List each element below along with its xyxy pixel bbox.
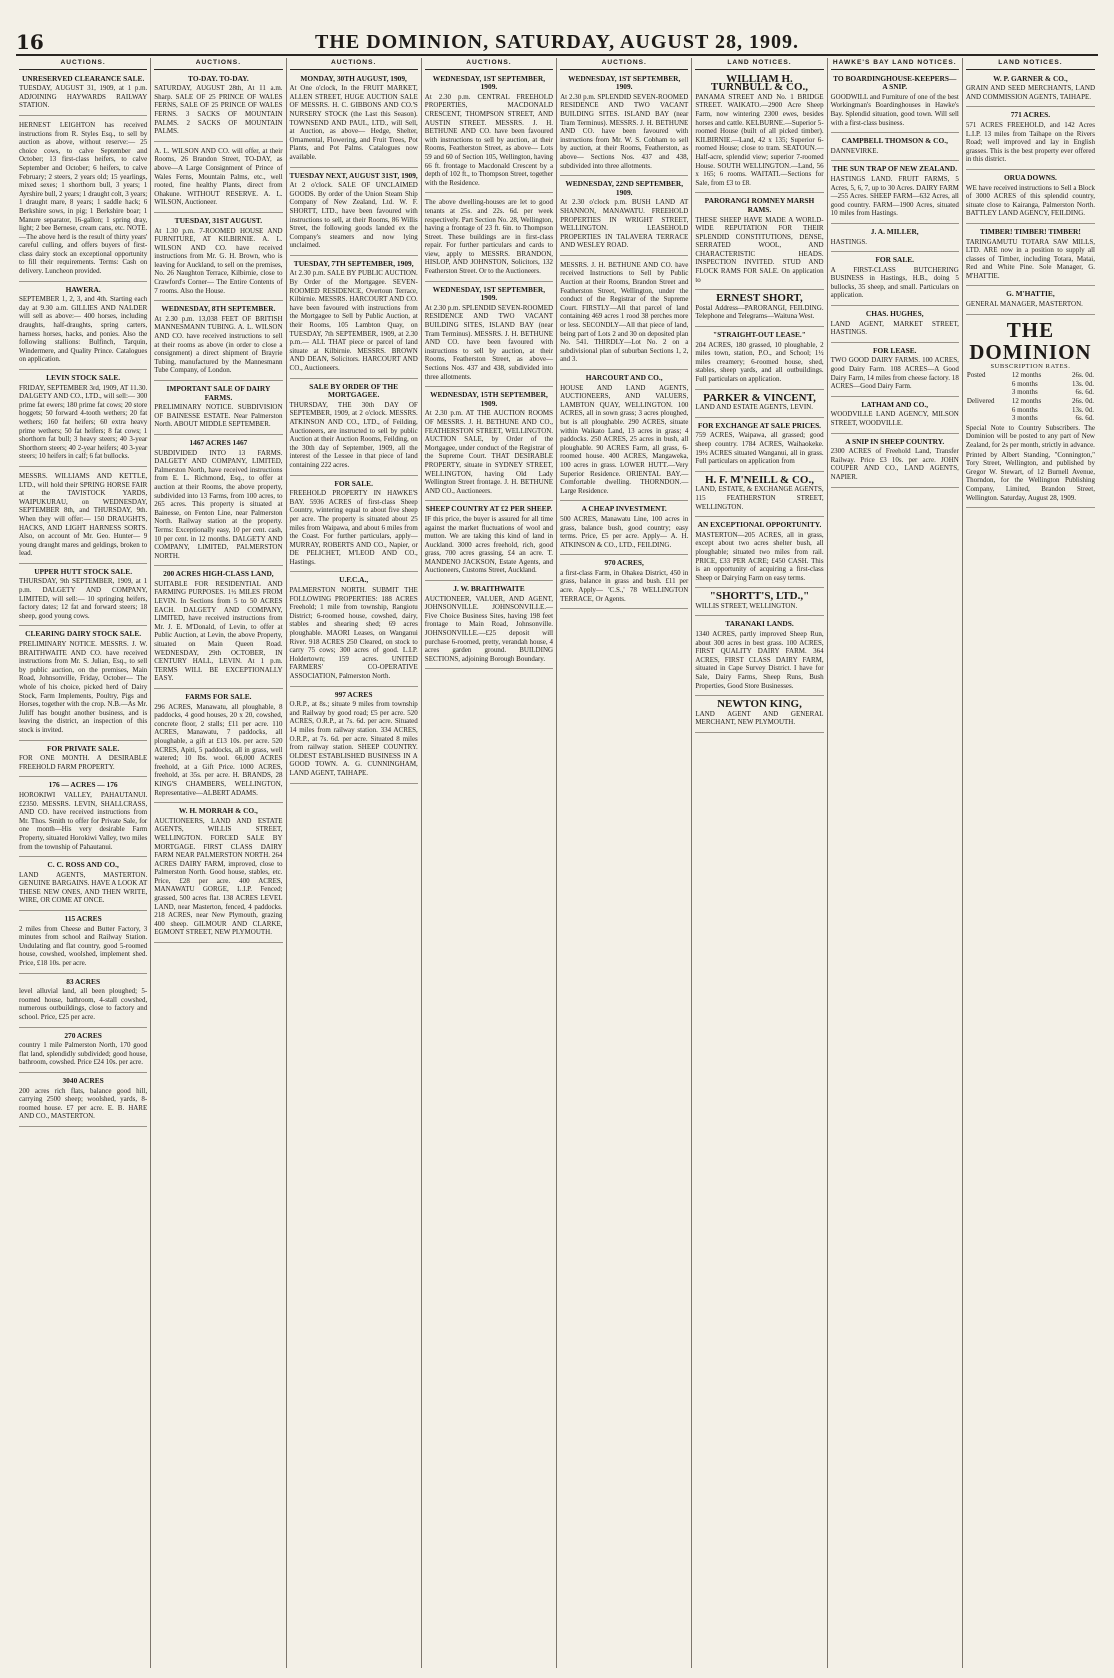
column-heading: LAND NOTICES. xyxy=(966,58,1095,70)
ad-heading: 970 ACRES, xyxy=(604,558,644,568)
ad-heading: TUESDAY, 7TH SEPTEMBER, 1909, xyxy=(293,258,414,268)
ad-body: HASTINGS LAND. FRUIT FARMS, 5 Acres, 5, 6, 7, up to 30 Acres. DAIRY FARM—255 Acres. SHEEP FARM—632 Acres, all good country. FARM—1900 Acres, situated 10 miles from Hastings. xyxy=(830,174,959,218)
ad-body: 571 ACRES FREEHOLD, and 142 Acres L.I.P. 13 miles from Taihape on the Rivers Road; well improved and lay in English grasses. This is the best property ever offered in this district. xyxy=(965,120,1095,164)
advertisement xyxy=(290,170,418,256)
ad-body: At 2.30 p.m. CENTRAL FREEHOLD PROPERTIES, MACDONALD CRESCENT, THOMPSON STREET, AND AUSTIN STREET. MESSRS. J. H. BETHUNE AND CO. have been favoured with instructions to sell by auction, at their Rooms, Featherston Street, as above— Lots 59 and 60 of Section 105, Wellington, having 66 ft. frontage to Macdonald Crescent by a depth of 102 ft., to Thompson Street, together with the Residence. xyxy=(424,92,554,187)
ad-heading: 997 ACRES xyxy=(334,689,373,699)
dominion-title: THE DOMINION xyxy=(969,317,1092,364)
advertisement xyxy=(560,73,688,177)
ad-heading: ORUA DOWNS. xyxy=(1003,172,1057,182)
ad-body: 2 miles from Cheese and Butter Factory, 3 minutes from school and Railway Station. Undulating and flat country, good 5-roomed house, cowshed, woolshed, implement shed. Price, £18 10s. per acre. xyxy=(19,924,148,968)
ad-body: IF this price, the buyer is assured for all time against the market fluctuations of wool and mutton. We are taking this kind of land in Auckland. 3000 acres freehold, rich, good grass, 700 acres grassing, £4 an acre. T. MANDENO JACKSON, Estate Agents, and Auctioneers, Customs Street, Auckland. xyxy=(424,514,554,575)
advertisement xyxy=(154,215,282,301)
ad-body: DANNEVIRKE. xyxy=(830,146,879,155)
ad-body: At 2.30 p.m. 13,038 FEET OF BRITISH MANNESMANN TUBING. A. L. WILSON AND CO. have received instructions to sell at their rooms as above (in order to close a consignment) a direct shipment of Brayrie Tubing, manufactured by the Mannesmann Tube Company, of London. xyxy=(154,314,283,375)
advertisement xyxy=(831,135,959,161)
ad-body: WE have received instructions to Sell a Block of 3000 ACRES of this splendid country, situate close to Kairanga, Palmerston North. BATTLEY LAND AGENCY, FEILDING. xyxy=(965,183,1095,218)
advertisement xyxy=(831,226,959,252)
ad-body: LAND AGENTS, MASTERTON. GENUINE BARGAINS. HAVE A LOOK AT THESE NEW ONES, AND THEN WRITE, WIRE, OR COME AT ONCE. xyxy=(19,870,148,905)
advertisement xyxy=(425,284,553,388)
rate-row xyxy=(966,406,1095,415)
ad-heading: AN EXCEPTIONAL OPPORTUNITY. xyxy=(697,520,822,530)
ad-heading: HAWERA. xyxy=(65,284,101,294)
column-1 xyxy=(16,58,151,1668)
ad-heading: FOR PRIVATE SALE. xyxy=(47,743,120,753)
advertisement xyxy=(695,618,823,696)
ad-heading: FOR SALE. xyxy=(875,255,915,265)
ad-heading: H. F. M'NEILL & CO., xyxy=(704,473,814,486)
ad-heading: FOR EXCHANGE AT SALE PRICES. xyxy=(697,420,822,430)
advertisement xyxy=(290,258,418,379)
ad-heading: PARKER & VINCENT, xyxy=(703,391,816,404)
advertisement xyxy=(695,329,823,390)
column-heading: AUCTIONS. xyxy=(290,58,418,70)
ad-body: 500 ACRES, Manawatu Line, 100 acres in grass, balance bush, good country; easy terms. Price, £5 per acre. Apply— A. H. ATKINSON & CO., LTD., FEILDING. xyxy=(560,514,689,549)
ad-heading: WEDNESDAY, 1ST SEPTEMBER, 1909. xyxy=(432,73,546,92)
ad-heading: FOR SALE. xyxy=(334,478,373,488)
ad-body: HASTINGS. xyxy=(830,237,867,246)
columns xyxy=(16,58,1098,1668)
ad-heading: FARMS FOR SALE. xyxy=(185,692,252,701)
dominion-notice: Special Note to Country Subscribers. The Dominion will be posted to any part of New Zealand, for 2s per month, strictly in advance. xyxy=(965,423,1095,449)
ad-heading: HARCOURT AND CO., xyxy=(585,373,663,382)
advertisement xyxy=(19,976,147,1028)
advertisement xyxy=(695,292,823,327)
ad-heading: WEDNESDAY, 1ST SEPTEMBER, 1909. xyxy=(568,73,681,92)
masthead xyxy=(16,28,1098,56)
ad-body: 204 ACRES, 180 grassed, 10 ploughable, 2 miles town, station, P.O., and School; 1½ miles creamery; 6-roomed house, shed, stables, sheep yards, and all outbuildings. Full particulars on application. xyxy=(695,340,824,383)
ad-heading: WEDNESDAY, 1ST SEPTEMBER, 1909. xyxy=(432,284,546,303)
ad-heading: UPPER HUTT STOCK SALE. xyxy=(34,566,133,576)
rate-label: Delivered xyxy=(966,397,995,406)
rate-price: 13s. 0d. xyxy=(1072,379,1094,388)
rates-table xyxy=(966,371,1095,423)
advertisement xyxy=(154,303,282,381)
ad-heading: MONDAY, 30TH AUGUST, 1909, xyxy=(300,73,407,83)
ad-heading: TUESDAY, 31ST AUGUST. xyxy=(174,215,263,225)
ad-body: A. L. WILSON AND CO. will offer, at their Rooms, 26 Brandon Street, TO-DAY, as above—A Large Consignment of Prince of Wales Ferns, Mountain Palms, etc., well rooted, fine healthy Plants, direct from Ohakune. WITHOUT RESERVE. A. L. WILSON, Auctioneer. xyxy=(154,146,283,207)
ad-heading: U.F.C.A., xyxy=(339,575,369,585)
ad-heading: WILLIAM H. TURNBULL & CO., xyxy=(710,72,809,94)
advertisement xyxy=(695,73,823,194)
ad-body: 200 acres rich flats, balance good hill, carrying 2500 sheep; woolshed, yards, 8-roomed house. £7 per acre. E. B. HARE AND CO., MASTERTON. xyxy=(19,1086,148,1121)
advertisement xyxy=(560,503,688,555)
ad-body: AUCTIONEER, VALUER, AND AGENT, JOHNSONVILLE. JOHNSONVILLE.—Five Choice Business Sites, having 198 feet frontage to Main Road, Johnsonville. JOHNSONVILLE.—£25 deposit will purchase 6-roomed, pretty, verandah house, 4 acres garden ground. BUILDING SECTIONS, adjoining Borough Boundary. xyxy=(424,594,554,663)
ad-body: PALMERSTON NORTH. SUBMIT THE FOLLOWING PROPERTIES: 188 ACRES Freehold; 1 mile from township, Rangiotu District; 6-roomed house, cowshed, dairy, stables and shearing shed; 69 acres ploughable. MAORI Leases, on Wanganui River. 918 ACRES 250 Cleared, on stock to carry 75 cows; 300 acres of good. L.I.P. Holdertown; 159 acres. UNITED FARMERS' CO-OPERATIVE ASSOCIATION, Palmerston North. xyxy=(289,586,418,680)
rate-price: 26s. 0d. xyxy=(1072,371,1094,380)
ad-heading: 270 ACRES xyxy=(64,1030,102,1040)
ad-heading: SALE BY ORDER OF THE MORTGAGEE. xyxy=(309,381,399,400)
advertisement xyxy=(831,163,959,224)
advertisement xyxy=(966,73,1095,108)
advertisement xyxy=(695,195,823,290)
ad-body: HERNEST LEIGHTON has received instructions from R. Styles Esq., to sell by auction as above, without reserve:— 25 choice cows, to calve September and October; 13 first-class heifers, to calve September and October; 6 heifers, to calve February; 2 steers, 2 years old; 15 yearlings, mixed sexes; 1 shorthorn bull, 3 years; 1 Ayrshire bull, 2 years; 1 draught colt, 3 years; 1 draught mare, 8 years; 1 saddle hack; 6 Berkshire sows, in pig; 1 Berkshire boar; 1 Manure separator, 16-gallon; 1 spring dray, light; 2 bee Bernese, cream cans, etc. NOTE.—The above herd is the result of thirty years' careful culling, and offers buyers of first-class dairy stock an exceptional opportunity to fill their requirements. Terms: Cash on delivery. Luncheon provided. xyxy=(19,120,148,276)
rate-price: 26s. 0d. xyxy=(1072,397,1094,406)
advertisement xyxy=(695,519,823,588)
advertisement xyxy=(290,73,418,168)
advertisement xyxy=(19,372,147,467)
advertisement xyxy=(831,436,959,488)
advertisement xyxy=(831,345,959,397)
ad-heading: WEDNESDAY, 15TH SEPTEMBER, 1909. xyxy=(430,390,548,408)
ad-body: FREEHOLD PROPERTY IN HAWKE'S BAY. 5936 ACRES of first-class Sheep Country, wintering equal to about five sheep per acre. The property is situated about 25 miles from Waipawa, and about 6 miles from the Coast. For further particulars, apply— MURRAY, ROBERTS AND CO., Napier, or DE PELICHET, M'LEOD AND CO., Hastings. xyxy=(289,489,418,566)
advertisement xyxy=(695,392,823,418)
advertisement xyxy=(290,574,418,686)
ad-heading: UNRESERVED CLEARANCE SALE. xyxy=(21,73,145,83)
ad-body: THURSDAY, THE 30th DAY OF SEPTEMBER, 1909, at 2 o'clock. MESSRS. ATKINSON AND CO., LTD., of Feilding, Auctioneers, are instructed to sell by public Auction at their Auction Rooms, Feilding, on the 30th day of September, 1909, all the interest of the Lessee in that piece of land containing 222 acres. xyxy=(289,400,418,469)
ad-body: MASTERTON—205 ACRES, all in grass, except about two acres shelter bush, all ploughable; situated two miles from rail. PRICE, £33 PER ACRE; £450 CASH. This is an opportunity of acquiring a first-class Sheep or Dairying Farm on easy terms. xyxy=(695,530,824,582)
rate-period: 3 months xyxy=(1011,414,1038,423)
ad-body: LAND, ESTATE, & EXCHANGE AGENTS, 115 FEATHERSTON STREET, WELLINGTON. xyxy=(695,485,824,511)
ad-body: At One o'clock, In the FRUIT MARKET, ALLEN STREET, HUGE AUCTION SALE OF MESSRS. H. C. GIBBONS AND CO.'S NURSERY STOCK (the Last this Season). TOWNSEND AND PAUL, LTD., will Sell, at Auction, as above— Hedge, Shelter, Ornamental, Flowering, and Fruit Trees, Pot Plants, and Pot Palms. Catalogues now available. xyxy=(289,84,418,161)
column-8 xyxy=(963,58,1098,1668)
ad-body: TWO GOOD DAIRY FARMS. 100 ACRES, good Dairy Farm. 108 ACRES—A Good Dairy Farm, 14 miles from cheese factory. 18 ACRES—Good Dairy Farm. xyxy=(830,356,959,391)
advertisement xyxy=(19,566,147,627)
ad-body: HOROKIWI VALLEY, PAHAUTANUI. £2350. MESSRS. LEVIN, SHALLCRASS, AND CO. have received instructions from Mr. Thos. Smith to offer for Private Sale, for one month—His very desirable Farm Property, situated Horokiwi Valley, two miles from the township of Pahautanui. xyxy=(19,790,148,851)
advertisement xyxy=(290,381,418,476)
ad-body: A FIRST-CLASS BUTCHERING BUSINESS in Hastings, H.B., doing 5 bullocks, 35 sheep, and small. Particulars on application. xyxy=(830,265,959,300)
ad-heading: CAMPBELL THOMSON & CO., xyxy=(841,136,948,146)
ad-heading: C. C. ROSS AND CO., xyxy=(47,860,119,870)
ad-body: GRAIN AND SEED MERCHANTS, LAND AND COMMISSION AGENTS, TAIHAPE. xyxy=(965,84,1095,101)
ad-body: FRIDAY, SEPTEMBER 3rd, 1909, AT 11.30. DALGETY AND CO., LTD., will sell:— 300 prime fat ewers; 180 prime fat cows; 20 store hoggets; 50 forward 4-tooth wethers; 20 fat wethers; 160 fat heifers; 60 extra heavy prime wethers; 50 fat heifers; 8 fat cows; 1 shorthorn fat bull; 3 heavy steers; 40 3-year Shorthorn steers; 40 2-year heifers; 40 3-year steers; 10 heifers in calf; 6 fat bullocks. xyxy=(19,383,148,461)
rate-period: 3 months xyxy=(1011,388,1038,397)
ad-heading: TIMBER! TIMBER! TIMBER! xyxy=(980,226,1081,236)
ad-body: THURSDAY, 9th SEPTEMBER, 1909, at 1 p.m. DALGETY AND COMPANY, LIMITED, will sell:— 10 springing heifers, factory dates; 12 fat and forward steers; 18 sheep, good young cows. xyxy=(19,577,148,620)
ad-body: HOUSE AND LAND AGENTS, AUCTIONEERS, AND VALUERS, LAMBTON QUAY, WELLINGTON. 100 ACRES, all in sown grass; 3 acres ploughed, but is all ploughable. 290 ACRES, situate within Waikato Land, 13 acres in grass; 4 paddocks. 250 ACRES, 25 acres in bush, all ploughable. 90 ACRES Farm, all grass, 6-roomed house. 400 ACRES, Mangaweka, 100 acres in grass. LOWER HUTT.—Very Superior Residence. ORIENTAL BAY.—Comfortable dwelling. THORNDON.—Large Residence. xyxy=(560,383,689,495)
ad-body: LAND AGENT, MARKET STREET, HASTINGS. xyxy=(830,319,959,337)
ad-heading: TO-DAY. TO-DAY. xyxy=(188,73,249,83)
subscription-subtitle: SUBSCRIPTION RATES. xyxy=(990,362,1071,370)
column-heading: AUCTIONS. xyxy=(425,58,553,70)
advertisement xyxy=(19,859,147,911)
rate-period: 12 months xyxy=(1011,397,1042,406)
ad-body: country 1 mile Palmerston North, 170 good flat land, splendidly subdivided; good house, bathroom, cowshed. Price £24 10s. per acre. xyxy=(19,1041,148,1067)
ad-heading: 3040 ACRES xyxy=(62,1075,104,1085)
advertisement xyxy=(966,172,1095,224)
ad-body: SUBDIVIDED INTO 13 FARMS. DALGETY AND COMPANY, LIMITED, Palmerston North, have received instructions from E. L. Richmond, Esq., to offer at auction at their Rooms, the above property, subdivided into 13 Farms, from 100 acres, to 265 acres. This property is situated at Bainesse, on Fenton Line, near Palmerston North. Railway station at the property. Terms: Exceptionally easy, 10 per cent. cash, 10 per cent. in 12 months. DALGETY AND COMPANY, LIMITED, PALMERSTON NORTH. xyxy=(154,448,283,560)
advertisement xyxy=(154,805,282,943)
rate-row xyxy=(966,414,1095,423)
ad-heading: PARORANGI ROMNEY MARSH RAMS. xyxy=(704,196,815,214)
advertisement xyxy=(154,383,282,435)
ad-body: WILLIS STREET, WELLINGTON. xyxy=(695,601,798,610)
column-heading: AUCTIONS. xyxy=(19,58,147,70)
advertisement xyxy=(560,178,688,256)
ad-body: AUCTIONEERS, LAND AND ESTATE AGENTS, WILLIS STREET, WELLINGTON. FORCED SALE BY MORTGAGE. FIRST CLASS DAIRY FARM NEAR PALMERSTON NORTH. 264 ACRES DAIRY FARM, improved, close to Palmerston North. Good house, stables, etc. Price, £28 per acre. 400 ACRES, MANAWATU GORGE, L.I.P. Fenced; grassed, 500 acres flat. 138 ACRES LEVEL LAND, near Masterton, fenced, 4 paddocks. 218 ACRES, near New Plymouth, grazing 400 sheep. GILMOUR AND CLARKE, EGMONT STREET, NEW PLYMOUTH. xyxy=(154,816,283,937)
ad-heading: WEDNESDAY, 8TH SEPTEMBER. xyxy=(161,304,276,314)
rate-label xyxy=(966,388,1011,397)
ad-heading: SHEEP COUNTRY AT £2 PER SHEEP. xyxy=(425,504,553,514)
ad-heading: 771 ACRES. xyxy=(1010,110,1051,120)
ad-heading: TARANAKI LANDS. xyxy=(725,619,794,629)
ad-body: PRELIMINARY NOTICE. MESSRS. J. W. BRAITHWAITE AND CO. have received instructions from Mr. S. Julian, Esq., to sell by public auction, on the premises, Main Road, Johnsonville, Friday, October— The whole of his choice, picked herd of Dairy Stock, Farm Implements, Poultry, Pigs and Horses, together with the crop. N.B.—As Mr. Juliff has bought another business, and is leaving the district, an inspection of this stock is invited. xyxy=(19,640,148,734)
ad-body: a first-class Farm, in Ohakea District, 450 in grass, balance in grass and bush. £11 per acre. Apply— 'C.S.,' 78 WELLINGTON TERRACE, Or Agents. xyxy=(560,568,689,603)
ad-heading: THE SUN TRAP OF NEW ZEALAND. xyxy=(832,164,958,174)
dominion-subscription-box xyxy=(966,317,1095,509)
ad-body: MESSRS. WILLIAMS AND KETTLE, LTD., will hold their SPRING HORSE FAIR at the TAVISTOCK YARDS, WAIPUKURAU, on WEDNESDAY, SEPTEMBER 8th, and THURSDAY, 9th. When they will offer:— 150 DRAUGHTS, HACKS, AND LIGHT HARNESS SORTS. Also, on account of Mr. Geo. Hunter— 9 young draught mares and geldings, broken to lead. xyxy=(19,471,148,558)
ad-heading: "SHORTT'S, LTD.," xyxy=(709,590,810,603)
rate-label xyxy=(966,414,1011,423)
ad-heading: TUESDAY NEXT, AUGUST 31ST, 1909, xyxy=(289,170,418,180)
ad-heading: CLEARING DAIRY STOCK SALE. xyxy=(25,629,142,639)
ad-body: The above dwelling-houses are let to good tenants at 25s. and 22s. 6d. per week respectively. Part Section No. 28, Wellington, having a frontage of 23 ft. 6in. to Thompson Street. These buildings are in first-class repair. For further particulars and cards to view, apply to MESSRS. BRANDON, HISLOP, AND JOHNSTON, Solicitors, 132 Featherston Street. Or to the Auctioneers. xyxy=(424,198,554,276)
column-heading: AUCTIONS. xyxy=(560,58,688,70)
ad-body: 296 ACRES, Manawatu, all ploughable, 8 paddocks, 4 good houses, 20 x 20, cowshed, concrete floor, 2 stalls; £11 per acre. 110 ACRES, Manawatu, 7 paddocks, all ploughable, a gift at £13 10s. per acre. 520 ACRES, Apiti, 5 paddocks, all in grass, well watered; 10 lbs. wool. 66,000 ACRES freehold, at a Gift Price. 1000 ACRES, freehold, at 35s. per acre. H. BRANDS, 28 KING'S CHAMBERS, WELLINGTON, Representative—ALBERT ADAMS. xyxy=(154,702,283,797)
ad-heading: 1467 ACRES 1467 xyxy=(189,437,248,447)
ad-heading: IMPORTANT SALE OF DAIRY FARMS. xyxy=(166,384,271,402)
ad-heading: 83 ACRES xyxy=(66,976,101,986)
advertisement xyxy=(425,503,553,581)
advertisement xyxy=(560,557,688,609)
advertisement xyxy=(831,73,959,134)
advertisement xyxy=(425,583,553,669)
advertisement xyxy=(695,420,823,472)
advertisement xyxy=(19,913,147,974)
column-7 xyxy=(828,58,963,1668)
ad-body: SUITABLE FOR RESIDENTIAL AND FARMING PURPOSES. 1½ MILES FROM LEVIN. In Sections from 5 to 50 ACRES EACH. DALGETY AND COMPANY, LIMITED, have received instructions from Mr. J. E. M'Donald, of Levin, to offer at Public Auction, at Levin, the above Property, situated on Main Queen Road. WEDNESDAY, 29th OCTOBER, IN CENTURY HALL, LEVIN. At 1 p.m. TERMS WILL BE EXCEPTIONALLY EASY. xyxy=(154,579,283,683)
rate-price: 13s. 0d. xyxy=(1072,405,1094,414)
column-heading: HAWKE'S BAY LAND NOTICES. xyxy=(831,58,959,70)
advertisement xyxy=(425,195,553,281)
ad-body: At 2 o'clock. SALE OF UNCLAIMED GOODS. By order of the Union Steam Ship Company of New Zealand, Ltd. W. F. SHORTT, LTD., have been favoured with instructions to sell, at their Rooms, 86 Willis Street, the following goods landed ex the Company's steamers and now lying unclaimed. xyxy=(289,181,418,250)
advertisement xyxy=(695,590,823,616)
column-heading: AUCTIONS. xyxy=(154,58,282,70)
ad-heading: A CHEAP INVESTMENT. xyxy=(581,504,667,514)
ad-heading: W. H. MORRAH & CO., xyxy=(178,806,258,816)
ad-body: At 2.30 p.m. SPLENDID SEVEN-ROOMED RESIDENCE AND TWO VACANT BUILDING SITES, ISLAND BAY (near Tram Terminus). MESSRS. J. H. BETHUNE AND CO. have been favoured with instructions to sell by auction, at their Rooms, Featherston Street, as above— Sections Nos. 437 and 438, subdivided into three allotments. xyxy=(424,303,554,381)
advertisement xyxy=(290,478,418,573)
advertisement xyxy=(560,372,688,501)
ad-heading: "STRAIGHT-OUT LEASE." xyxy=(713,330,806,340)
ad-heading: W. P. GARNER & CO., xyxy=(993,73,1068,83)
ad-body: 2300 ACRES of Freehold Land, Transfer Railway. Price £3 10s. per acre. JOHN COUPER AND CO., LAND AGENTS, NAPIER. xyxy=(830,447,959,481)
ad-heading: 200 ACRES HIGH-CLASS LAND, xyxy=(163,569,274,579)
rate-label xyxy=(966,406,1011,415)
ad-heading: 115 ACRES xyxy=(64,914,102,924)
ad-heading: G. M'HATTIE, xyxy=(1006,289,1055,299)
ad-heading: WEDNESDAY, 22ND SEPTEMBER, 1909. xyxy=(565,179,684,197)
advertisement xyxy=(560,258,688,370)
advertisement xyxy=(19,1075,147,1127)
ad-body: At 2.30 o'clock p.m. BUSH LAND AT SHANNON, MANAWATU. FREEHOLD PROPERTIES IN WRIGHT STREET, WELLINGTON. LEASEHOLD PROPERTIES IN TALAVERA TERRACE AND WESLEY ROAD. xyxy=(560,198,689,250)
rate-price: 6s. 6d. xyxy=(1075,414,1094,423)
ad-body: At 2.30 p.m. SPLENDID SEVEN-ROOMED RESIDENCE AND TWO VACANT BUILDING SITES. ISLAND BAY (near Tram Terminus). MESSRS. J. H. BETHUNE AND CO. have been favoured with instructions from Mr. W. S. Cobham to sell by auction, at their Rooms, Featherston, as above— Sections Nos. 437 and 438, subdivided into three allotments. xyxy=(560,92,689,170)
advertisement xyxy=(19,779,147,857)
ad-body: TARINGAMUTU TOTARA SAW MILLS, LTD. ARE now in a position to supply all classes of Timber, including Totara, Matai, Red and White Pine. Sole Manager, G. M'HATTIE. xyxy=(965,237,1095,280)
ad-body: SATURDAY, AUGUST 28th, At 11 a.m. Sharp. SALE OF 25 PRINCE OF WALES FERNS, SALE OF 25 PRINCE OF WALES FERNS. 3 SACKS OF MOUNTAIN PALMS. 2 SACKS OF MOUNTAIN PALMS. xyxy=(154,84,283,136)
ad-body: LAND AGENT AND GENERAL MERCHANT, NEW PLYMOUTH. xyxy=(695,709,824,727)
paper-title: THE DOMINION, SATURDAY, AUGUST 28, 1909. xyxy=(315,31,799,53)
advertisement xyxy=(19,469,147,564)
ad-body: LAND AND ESTATE AGENTS, LEVIN. xyxy=(695,403,813,412)
ad-body: 759 ACRES, Waipawa, all grassed; good sheep country. 1784 ACRES, Waihaokeke. 19½ ACRES situated Wanganui, all in grass. Full particulars on application from xyxy=(695,431,824,466)
advertisement xyxy=(425,389,553,501)
ad-body: MESSRS. J. H. BETHUNE AND CO. have received Instructions to Sell by Public Auction at their Rooms, Brandon Street and Featherston Street, Wellington, under the conduct of the Registrar of the Supreme Court. FIRSTLY—All that parcel of land containing 469 acres 1 rood 38 perches more or less. SECONDLY—All that piece of land, being part of Lots 2 and 30 on deposited plan No. 541. THIRDLY—Lot No. 2 on a subdivisional plan of suburban Sections 1, 2, and 3. xyxy=(560,260,689,364)
page-number: 16 xyxy=(16,30,44,54)
advertisement xyxy=(19,628,147,740)
advertisement xyxy=(154,437,282,566)
advertisement xyxy=(966,226,1095,287)
advertisement xyxy=(695,698,823,733)
rate-label xyxy=(966,380,1011,389)
ad-body: FOR ONE MONTH. A DESIRABLE FREEHOLD FARM PROPERTY. xyxy=(19,754,148,771)
ad-body: At 2.30 p.m. SALE BY PUBLIC AUCTION. By Order of the Mortgagee. SEVEN-ROOMED RESIDENCE, Overtoun Terrace, Kilbirnie. MESSRS. HARCOURT AND CO. have been favoured with instructions from the Mortgagee to Sell by Public Auction, at their Rooms, 105 Lambton Quay, on TUESDAY, 7th SEPTEMBER, 1909, at 2.30 p.m.— ALL THAT piece or parcel of land situate at Kilbirnie. MESSRS. BROWN AND DEAN, Solicitors. HARCOURT AND CO., Auctioneers. xyxy=(289,269,418,372)
advertisement xyxy=(966,288,1095,314)
rate-row xyxy=(966,371,1095,380)
advertisement xyxy=(154,568,282,689)
ad-heading: J. A. MILLER, xyxy=(870,226,919,236)
ad-heading: LEVIN STOCK SALE. xyxy=(46,373,121,382)
ad-body: TUESDAY, AUGUST 31, 1909, at 1 p.m. ADJOINING HAYWARDS RAILWAY STATION. xyxy=(19,84,148,110)
ad-body: SEPTEMBER 1, 2, 3, and 4th. Starting each day at 9.30 a.m. GILLIES AND NALDER will sell as above:— 400 horses, including draughts, half-draughts, spring carters, harness horses, hacks, and ponies. Also the following stallions: Bulfinch, Tarquin, Windermere, and Quality Prince. Catalogues on application. xyxy=(19,295,148,364)
column-5 xyxy=(557,58,692,1668)
rate-row xyxy=(966,388,1095,397)
advertisement xyxy=(154,73,282,142)
ad-heading: FOR LEASE. xyxy=(872,345,917,355)
advertisement xyxy=(831,254,959,306)
column-6 xyxy=(692,58,827,1668)
advertisement xyxy=(831,308,959,343)
ad-heading: CHAS. HUGHES, xyxy=(865,309,924,319)
ad-heading: LATHAM AND CO., xyxy=(861,399,929,409)
advertisement xyxy=(154,144,282,213)
advertisement xyxy=(966,109,1095,170)
rate-period: 12 months xyxy=(1011,371,1042,380)
ad-body: PRELIMINARY NOTICE. SUBDIVISION OF BAINESSE ESTATE. Near Palmerston North. ABOUT MIDDLE SEPTEMBER. xyxy=(154,403,283,429)
advertisement xyxy=(154,691,282,803)
ad-body: O.R.P., at 8s.; situate 9 miles from township and Railway by good road; £5 per acre. 520 ACRES, O.R.P., at 7s. 6d. per acre. Situated 14 miles from railway station. 334 ACRES, O.R.P., at 7s. 6d. per acre. Situated 8 miles from railway station. SHEEP COUNTRY. OLDEST ESTABLISHED BUSINESS IN A GOOD TOWN. A. G. CUNNINGHAM, LAND AGENT, TAIHAPE. xyxy=(289,700,418,777)
rate-price: 6s. 6d. xyxy=(1075,388,1094,397)
ad-heading: NEWTON KING, xyxy=(717,698,802,711)
rate-label: Posted xyxy=(966,371,986,380)
ad-heading: ERNEST SHORT, xyxy=(716,292,803,305)
dominion-imprint: Printed by Albert Standing, "Connington," Tory Street, Wellington, and published by Gregor W. Stewart, of 12 Burnell Avenue, Thorndon, for the Wellington Publishing Company, Limited, Brandon Street, Wellington. Saturday, August 28, 1909. xyxy=(965,450,1095,502)
advertisement xyxy=(19,118,147,282)
column-4 xyxy=(422,58,557,1668)
advertisement xyxy=(19,1030,147,1073)
advertisement xyxy=(290,689,418,784)
rate-row xyxy=(966,397,1095,406)
column-2 xyxy=(151,58,286,1668)
ad-body: At 2.30 p.m. AT THE AUCTION ROOMS OF MESSRS. J. H. BETHUNE AND CO., FEATHERSTON STREET, WELLINGTON. AUCTION SALE, by Order of the Mortgagee, under conduct of the Registrar of the Supreme Court. THAT DESIRABLE PROPERTY, situate in SYDNEY STREET, WELLINGTON, having Old Lady Wellington Street frontage. J. H. BETHUNE AND CO., Auctioneers. xyxy=(424,409,554,495)
ad-body: PANAMA STREET AND No. 1 BRIDGE STREET. WAIKATO.—2900 Acre Sheep Farm, now wintering 2300 ewes, besides horses and cattle. KELBURNE.—Superior 5-roomed House (built of all picked timber). KILBIRNIE.—Land, 42 x 135; Superior 6-roomed House; close to tram. SEATOUN.—Half-acre, splendid view; superior 7-roomed House. SOUTH WELLINGTON.—Land, 56 x 165; 6 rooms. WAITATI.—Sections for Sale, from £3 to £8. xyxy=(695,92,824,187)
advertisement xyxy=(425,73,553,194)
ad-heading: TO BOARDINGHOUSE-KEEPERS—A SNIP. xyxy=(833,73,957,92)
ad-body: THESE SHEEP HAVE MADE A WORLD-WIDE REPUTATION FOR THEIR SPLENDID CONSTITUTIONS, DENSE, SERRATED WOOL, AND CHARACTERISTIC HEADS. INSPECTION INVITED. STUD AND FLOCK RAMS FOR SALE. On application to xyxy=(695,215,824,284)
ad-body: Postal Address—PARORANGI, FEILDING. Telephone and Telegrams—Waituna West. xyxy=(695,303,824,321)
ad-body: GENERAL MANAGER, MASTERTON. xyxy=(965,300,1083,309)
ad-heading: A SNIP IN SHEEP COUNTRY. xyxy=(845,436,945,446)
ad-body: WOODVILLE LAND AGENCY, MILSON STREET, WOODVILLE. xyxy=(830,410,959,427)
ad-body: GOODWILL and Furniture of one of the best Workingman's Boardinghouses in Hawke's Bay. Splendid situation, good town. Will sell with a first-class business. xyxy=(830,92,959,127)
advertisement xyxy=(19,743,147,778)
rate-row xyxy=(966,380,1095,389)
column-3 xyxy=(287,58,422,1668)
rate-period: 6 months xyxy=(1011,379,1038,388)
ad-body: level alluvial land, all been ploughed; 5-roomed house, bathroom, 4-stall cowshed, numerous outbuildings, close to factory and school. Price, £25 per acre. xyxy=(19,987,148,1021)
rate-period: 6 months xyxy=(1011,405,1038,414)
ad-body: At 1.30 p.m. 7-ROOMED HOUSE AND FURNITURE, AT KILBIRNIE. A. L. WILSON AND CO. have received instructions from Mr. G. H. Brown, who is leaving for Auckland, to sell on the premises, No. 26 Naughton Terrace, Kilbirnie, close to Crawford's Corner— The Entire Contents of 7 rooms. Also the House. xyxy=(154,226,283,295)
advertisement xyxy=(831,399,959,434)
advertisement xyxy=(19,73,147,116)
ad-heading: 176 — ACRES — 176 xyxy=(48,780,118,790)
ad-heading: J. W. BRAITHWAITE xyxy=(453,584,525,594)
advertisement xyxy=(19,284,147,370)
column-heading: LAND NOTICES. xyxy=(695,58,823,70)
ad-body: 1340 ACRES, partly improved Sheep Run, about 300 acres in best grass. 100 ACRES, FIRST QUALITY DAIRY FARM. 364 ACRES, FIRST CLASS DAIRY FARM, situated in Cape Survey District. I have for Sale, Dairy Farms, Sheep Runs, Bush Properties, Good Store Businesses. xyxy=(695,630,824,690)
advertisement xyxy=(695,474,823,517)
